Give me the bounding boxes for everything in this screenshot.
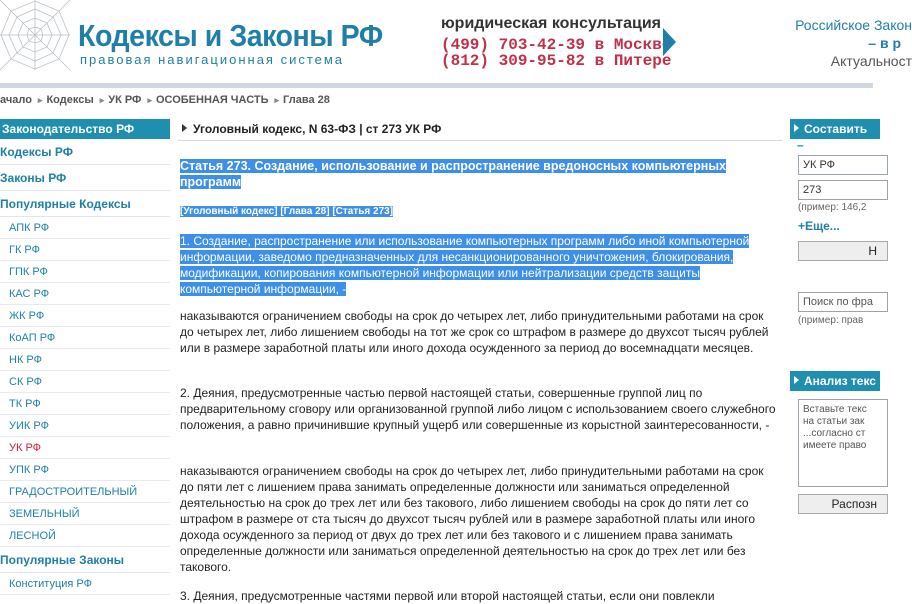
breadcrumb-separator-icon: ▸ — [147, 95, 152, 105]
sidebar-item-gpk[interactable]: ГПК РФ — [0, 261, 170, 283]
sidebar-item-laws[interactable]: Законы РФ — [0, 165, 170, 191]
article-hint: (пример: 146,2 — [798, 202, 867, 213]
main-content — [178, 119, 782, 603]
analysis-textarea-placeholder: Вставьте текс на статьи зак ...согласно ст имеете право — [803, 404, 867, 451]
breadcrumb-uk[interactable]: УК РФ — [108, 94, 142, 106]
phrase-search-input[interactable]: Поиск по фра — [798, 292, 888, 312]
sidebar-item-zemelny[interactable]: ЗЕМЕЛЬНЫЙ — [0, 503, 170, 525]
sidebar-item-gk[interactable]: ГК РФ — [0, 239, 170, 261]
sidebar-header[interactable]: Законодательство РФ — [0, 119, 170, 139]
more-link[interactable]: +Еще... — [798, 219, 840, 233]
triangle-right-icon — [794, 376, 799, 384]
right-sidebar — [790, 119, 880, 511]
find-button[interactable]: Н — [798, 241, 888, 261]
sidebar-item-upk[interactable]: УПК РФ — [0, 459, 170, 481]
sidebar-item-apk[interactable]: АПК РФ — [0, 217, 170, 239]
promo-line-1: Российское Закон — [795, 17, 912, 33]
article-paragraph-4: наказываются ограничением свободы на срок до четырех лет, либо принудительными работами на срок до пяти лет с лишением права занимать определенные должности или заниматься определенной деятельностью на срок до трех лет или без такового, либо лишением свободы на срок до пяти лет со штрафом в размере от ста тысяч до двухсот тысяч рублей или в размере заработной платы или иного дохода осужденного за период от двух до трех лет или без такового и с лишением права занимать определенные должности или заниматься определенной деятельностью на срок до трех лет или без такового. — [180, 464, 764, 574]
article-paragraph-2: наказываются ограничением свободы на срок до четырех лет, либо принудительными работами на срок до четырех лет, либо лишением свободы на тот же срок со штрафом в размере до двухсот тысяч рублей или в размере заработной платы или иного дохода осужденного за период до восемнадцати месяцев. — [180, 309, 769, 355]
breadcrumb-chapter[interactable]: Глава 28 — [283, 94, 330, 106]
sidebar-item-uk-active[interactable]: УК РФ — [0, 437, 170, 459]
breadcrumb-home[interactable]: ачало — [0, 94, 32, 106]
analysis-textarea[interactable] — [798, 399, 888, 487]
sidebar-item-gradostroitelny[interactable]: ГРАДОСТРОИТЕЛЬНЫЙ — [0, 481, 170, 503]
breadcrumb-separator-icon: ▸ — [37, 95, 43, 105]
arrow-right-icon[interactable] — [663, 28, 676, 56]
breadcrumb-codes[interactable]: Кодексы — [46, 94, 94, 106]
article-paragraph-5: 3. Деяния, предусмотренные частями первой или второй настоящей статьи, если они повлекли — [180, 589, 715, 603]
analysis-header-text: Анализ текс — [804, 374, 876, 388]
article-title-text: Статья 273. Создание, использование и распространение вредоносных компьютерных программ — [180, 159, 726, 189]
code-select-input[interactable]: УК РФ — [798, 155, 888, 175]
paragraph-1-text: 1. Создание, распространение или использование компьютерных программ либо иной компьютерной информации, заведомо предназначенных для несанкционированного уничтожения, блокирования, модификации, копирования компьютерной информации или нейтрализации средств защиты компьютерной информации, - — [180, 234, 750, 296]
sidebar-item-constitution[interactable]: Конституция РФ — [0, 573, 170, 595]
triangle-right-icon — [182, 124, 187, 132]
recognize-button[interactable]: Распозн — [798, 494, 888, 514]
header-promo[interactable] — [690, 16, 912, 70]
left-sidebar — [0, 119, 170, 595]
sidebar-item-zhk[interactable]: ЖК РФ — [0, 305, 170, 327]
document-heading-text: Уголовный кодекс, N 63-ФЗ | ст 273 УК РФ — [193, 122, 442, 136]
breadcrumb-special-part[interactable]: ОСОБЕННАЯ ЧАСТЬ — [155, 94, 269, 106]
phone-moscow[interactable]: (499) 703-42-39 в Москве — [441, 36, 672, 54]
compose-header — [790, 119, 880, 139]
sidebar-item-tk[interactable]: ТК РФ — [0, 393, 170, 415]
sidebar-item-uik[interactable]: УИК РФ — [0, 415, 170, 437]
phrase-hint: (пример: прав — [798, 315, 864, 326]
spider-web-logo-icon — [0, 0, 70, 70]
breadcrumb — [0, 94, 330, 108]
compose-header-text: Составить — [804, 122, 868, 136]
sidebar-item-lesnoy[interactable]: ЛЕСНОЙ — [0, 525, 170, 547]
sidebar-item-codes[interactable]: Кодексы РФ — [0, 139, 170, 165]
compose-dash: – — [797, 138, 804, 152]
triangle-right-icon — [794, 124, 799, 132]
phone-spb[interactable]: (812) 309-95-82 в Питере — [441, 52, 672, 70]
sidebar-popular-laws-heading[interactable]: Популярные Законы — [0, 547, 170, 573]
document-heading — [178, 119, 782, 141]
article-paragraph-3: 2. Деяния, предусмотренные частью первой настоящей статьи, совершенные группой лиц по предварительному сговору или организованной группой либо лицом с использованием своего служебного положения, а равно причинившие крупный ущерб или совершенные из корыстной заинтересованности, - — [180, 386, 776, 432]
article-number-input[interactable]: 273 — [798, 180, 888, 200]
site-header — [0, 0, 912, 84]
article-tags[interactable] — [180, 205, 393, 219]
sidebar-item-sk[interactable]: СК РФ — [0, 371, 170, 393]
sidebar-popular-codes-heading[interactable]: Популярные Кодексы — [0, 191, 170, 217]
sidebar-item-koap[interactable]: КоАП РФ — [0, 327, 170, 349]
header-divider — [0, 84, 873, 88]
consult-title: юридическая консультация — [441, 15, 661, 32]
sidebar-item-kas[interactable]: КАС РФ — [0, 283, 170, 305]
article-title — [180, 158, 780, 190]
brand-subtitle: правовая навигационная система — [80, 52, 345, 67]
promo-line-2: – в р — [868, 35, 901, 51]
breadcrumb-separator-icon: ▸ — [274, 95, 280, 105]
article-tags-text: [Уголовный кодекс] [Глава 28] [Статья 273] — [180, 206, 394, 217]
analysis-header — [790, 371, 880, 391]
article-paragraph-1 — [180, 233, 780, 297]
breadcrumb-separator-icon: ▸ — [99, 95, 105, 105]
sidebar-item-nk[interactable]: НК РФ — [0, 349, 170, 371]
brand-title[interactable]: Кодексы и Законы РФ — [78, 18, 383, 53]
promo-line-3: Актуальност — [830, 53, 912, 69]
